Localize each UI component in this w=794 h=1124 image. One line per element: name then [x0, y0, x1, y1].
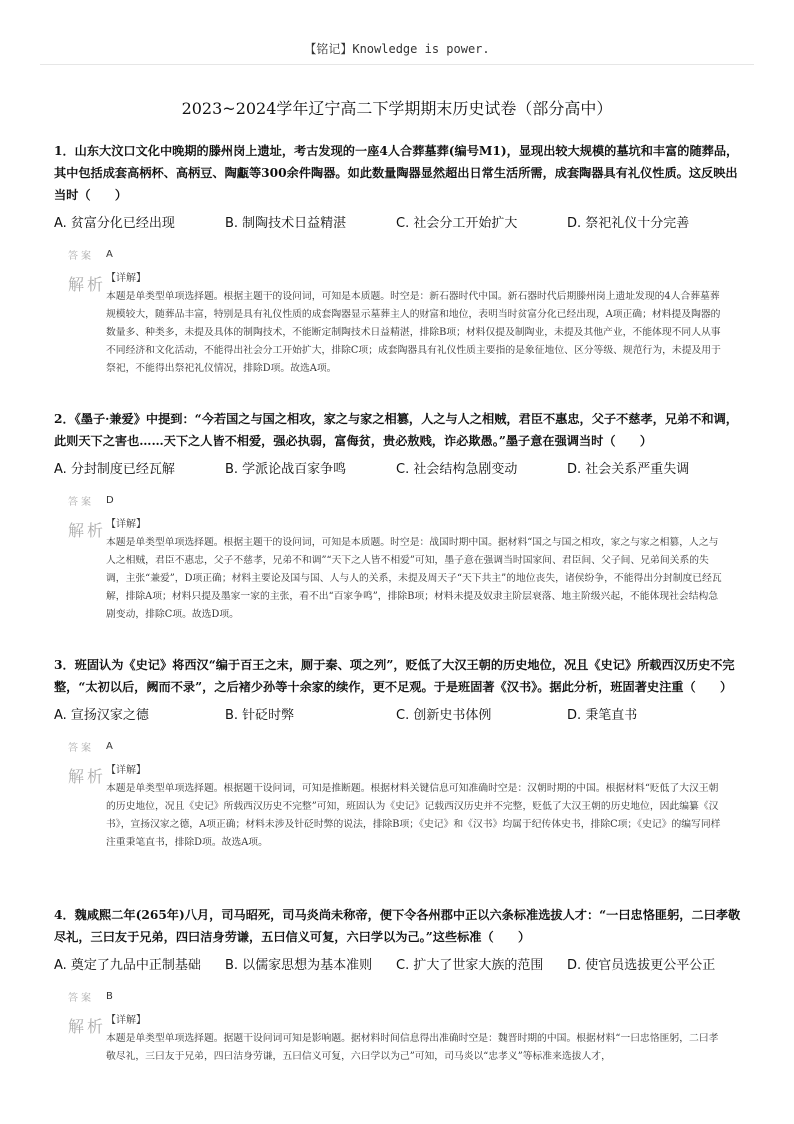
options-row: [54, 210, 744, 232]
analysis-label: 解析: [68, 1017, 107, 1036]
answer-label: 答案: [68, 250, 94, 262]
answer-value: A: [106, 248, 113, 260]
option-d[interactable]: D. 使官员选拔更公平公正: [567, 957, 716, 973]
analysis-body: [106, 516, 726, 624]
question-stem: 3．班固认为《史记》将西汉“编于百王之末，厕于秦、项之列”，贬低了大汉王朝的历史地位，况且《史记》所载西汉历史不完整，“太初以后，阙而不录”，之后褚少孙等十余家的续作，更不足观。于是班固著《汉书》。据此分析，班固著史注重（ ）: [54, 658, 735, 694]
option-a[interactable]: A. 奠定了九品中正制基础: [54, 957, 201, 973]
analysis-label: 解析: [68, 275, 107, 294]
option-c[interactable]: C. 社会分工开始扩大: [396, 215, 518, 231]
answer-value: A: [106, 740, 113, 752]
analysis-text: 本题是单类型单项选择题。根据题干设问词，可知是推断题。根据材料关键信息可知准确时空是：汉朝时期的中国。根据材料“贬低了大汉王朝的历史地位，况且《史记》所载西汉历史不完整”可知，班固认为《史记》记载西汉历史并不完整，贬低了大汉王朝的历史地位，因此编纂《汉书》，宣扬汉家之德，A项正确；材料未涉及针砭时弊的说法，排除B项；《史记》和《汉书》均属于纪传体史书，排除C项；《史记》的编写同样注重秉笔直书，排除D项。故选A项。: [106, 783, 721, 848]
question-2: [54, 408, 744, 624]
options-row: [54, 952, 744, 974]
answer-label: 答案: [68, 742, 94, 754]
analysis-text: 本题是单类型单项选择题。根据主题干的设问词，可知是本质题。时空是：新石器时代中国。新石器时代后期滕州岗上遗址发现的4人合葬墓葬规模较大，随葬品丰富，特别是具有礼仪性质的成套陶器显示墓葬主人的财富和地位，表明当时贫富分化已经出现，A项正确；材料提及陶器的数量多、种类多，未提及具体的制陶技术，不能断定制陶技术日益精湛，排除B项；材料仅提及制陶业，未提及其他产业，不能体现不同人从事不同经济和文化活动，不能得出社会分工开始扩大，排除C项；成套陶器具有礼仪性质主要指的是象征地位、区分等级、规范行为，未提及用于祭祀，不能得出祭祀礼仪情况，排除D项。故选A项。: [106, 291, 721, 374]
option-d[interactable]: D. 祭祀礼仪十分完善: [567, 215, 690, 231]
detail-heading: 【详解】: [106, 519, 146, 530]
analysis-row: [54, 762, 744, 852]
detail-heading: 【详解】: [106, 1015, 146, 1026]
option-a[interactable]: A. 分封制度已经瓦解: [54, 461, 175, 477]
option-c[interactable]: C. 扩大了世家大族的范围: [396, 957, 544, 973]
analysis-row: [54, 1012, 744, 1066]
analysis-label: 解析: [68, 521, 107, 540]
analysis-row: [54, 516, 744, 624]
options-row: [54, 702, 744, 724]
answer-label: 答案: [68, 992, 94, 1004]
analysis-text: 本题是单类型单项选择题。据题干设问词可知是影响题。据材料时间信息得出准确时空是：魏晋时期的中国。根据材料“一曰忠恪匪躬，二曰孝敬尽礼，三曰友于兄弟，四曰洁身劳谦，五曰信义可复，六曰学以为己”可知，司马炎以“忠孝义”等标准来选拔人才，: [106, 1033, 719, 1062]
option-b[interactable]: B. 学派论战百家争鸣: [225, 461, 347, 477]
option-b[interactable]: B. 制陶技术日益精湛: [225, 215, 347, 231]
analysis-row: [54, 270, 744, 378]
analysis-label: 解析: [68, 767, 107, 786]
option-d[interactable]: D. 秉笔直书: [567, 707, 638, 723]
detail-heading: 【详解】: [106, 273, 146, 284]
options-row: [54, 456, 744, 478]
page-header: 【铭记】Knowledge is power.: [304, 42, 490, 56]
analysis-body: [106, 270, 726, 378]
option-c[interactable]: C. 创新史书体例: [396, 707, 492, 723]
answer-row: [54, 246, 744, 262]
question-4: [54, 904, 744, 1066]
detail-heading: 【详解】: [106, 765, 146, 776]
analysis-body: [106, 762, 726, 852]
question-stem: 1．山东大汶口文化中晚期的滕州岗上遗址，考古发现的一座4人合葬墓葬(编号M1)，显现出较大规模的墓坑和丰富的随葬品，其中包括成套高柄杯、高柄豆、陶甗等300余件陶器。如此数量陶器显然超出日常生活所需，成套陶器具有礼仪性质。这反映出当时（ ）: [54, 144, 739, 202]
question-1: [54, 140, 744, 378]
option-d[interactable]: D. 社会关系严重失调: [567, 461, 690, 477]
option-a[interactable]: A. 宣扬汉家之德: [54, 707, 149, 723]
option-a[interactable]: A. 贫富分化已经出现: [54, 215, 175, 231]
question-3: [54, 654, 744, 852]
answer-row: [54, 738, 744, 754]
page-title: 2023~2024学年辽宁高二下学期期末历史试卷（部分高中）: [181, 99, 613, 118]
option-b[interactable]: B. 以儒家思想为基本准则: [225, 957, 373, 973]
option-c[interactable]: C. 社会结构急剧变动: [396, 461, 518, 477]
analysis-text: 本题是单类型单项选择题。根据主题干的设问词，可知是本质题。时空是：战国时期中国。据材料“国之与国之相攻，家之与家之相篡，人之与人之相贼，君臣不惠忠，父子不慈孝，兄弟不和调”“天下之人皆不相爱”可知，墨子意在强调当时国家间、君臣间、父子间、兄弟间关系的失调，主张“兼爱”，D项正确；材料主要论及国与国、人与人的关系，未提及周天子“天下共主”的地位丧失，诸侯纷争，不能得出分封制度已经瓦解，排除A项；材料只提及墨家一家的主张，看不出“百家争鸣”，排除B项；材料未提及奴隶主阶层衰落、地主阶级兴起，不能体现社会结构急剧变动，排除C项。故选D项。: [106, 537, 722, 620]
answer-row: [54, 988, 744, 1004]
option-b[interactable]: B. 针砭时弊: [225, 707, 295, 723]
answer-label: 答案: [68, 496, 94, 508]
answer-value: B: [106, 990, 113, 1002]
question-stem: 2．《墨子·兼爱》中提到：“今若国之与国之相攻，家之与家之相篡，人之与人之相贼，君臣不惠忠，父子不慈孝，兄弟不和调，此则天下之害也……天下之人皆不相爱，强必执弱，富侮贫，贵必敖贱，诈必欺愚。”墨子意在强调当时（ ）: [54, 412, 738, 448]
question-stem: 4．魏咸熙二年(265年)八月，司马昭死，司马炎尚未称帝，便下令各州郡中正以六条标准选拔人才：“一曰忠恪匪躬，二曰孝敬尽礼，三曰友于兄弟，四曰洁身劳谦，五曰信义可复，六曰学以为己。”这些标准（ ）: [54, 908, 741, 944]
answer-row: [54, 492, 744, 508]
analysis-body: [106, 1012, 726, 1066]
header-divider: [40, 64, 754, 65]
answer-value: D: [106, 494, 114, 506]
